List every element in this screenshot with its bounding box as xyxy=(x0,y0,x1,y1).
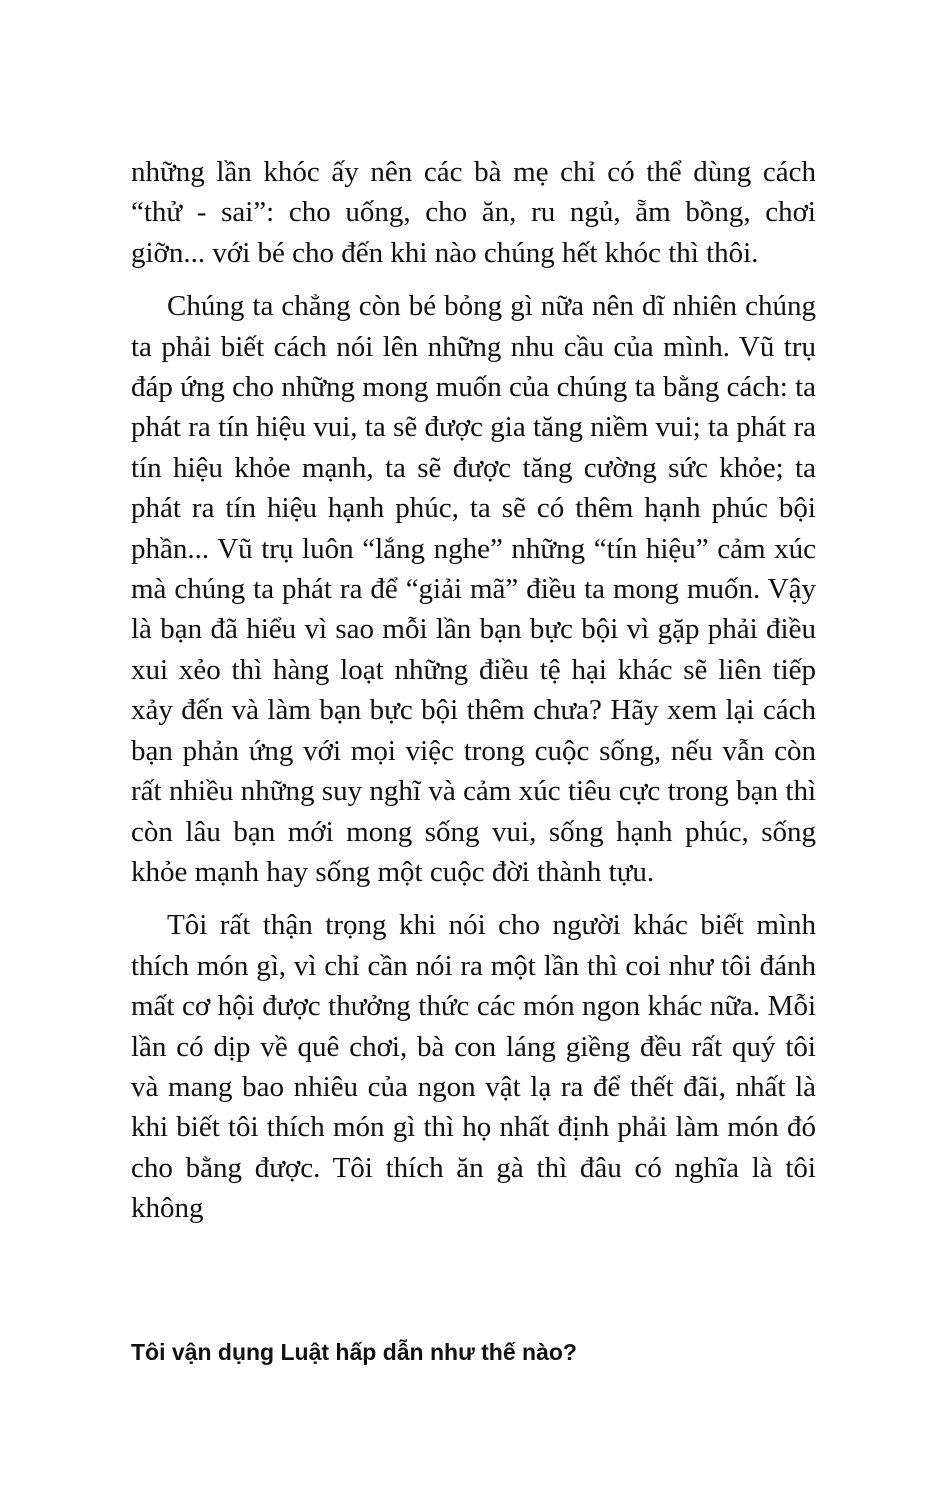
running-footer-title: Tôi vận dụng Luật hấp dẫn như thế nào? xyxy=(131,1339,577,1365)
body-text xyxy=(131,152,816,1229)
paragraph-continued: những lần khóc ấy nên các bà mẹ chỉ có thể dùng cách “thử - sai”: cho uống, cho ăn, ru ngủ, ẵm bồng, chơi giỡn... với bé cho đến khi nào chúng hết khóc thì thôi. xyxy=(131,156,816,269)
paragraph-universe-signals: Chúng ta chẳng còn bé bỏng gì nữa nên dĩ nhiên chúng ta phải biết cách nói lên những nhu cầu của mình. Vũ trụ đáp ứng cho những mong muốn của chúng ta bằng cách: ta phát ra tín hiệu vui, ta sẽ được gia tăng niềm vui; ta phát ra tín hiệu khỏe mạnh, ta sẽ được tăng cường sức khỏe; ta phát ra tín hiệu hạnh phúc, ta sẽ có thêm hạnh phúc bội phần... Vũ trụ luôn “lắng nghe” những “tín hiệu” cảm xúc mà chúng ta phát ra để “giải mã” điều ta mong muốn. Vậy là bạn đã hiểu vì sao mỗi lần bạn bực bội vì gặp phải điều xui xẻo thì hàng loạt những điều tệ hại khác sẽ liên tiếp xảy đến và làm bạn bực bội thêm chưa? Hãy xem lại cách bạn phản ứng với mọi việc trong cuộc sống, nếu vẫn còn rất nhiều những suy nghĩ và cảm xúc tiêu cực trong bạn thì còn lâu bạn mới mong sống vui, sống hạnh phúc, sống khỏe mạnh hay sống một cuộc đời thành tựu. xyxy=(131,290,816,888)
paragraph-favorite-food: Tôi rất thận trọng khi nói cho người khác biết mình thích món gì, vì chỉ cần nói ra một lần thì coi như tôi đánh mất cơ hội được thưởng thức các món ngon khác nữa. Mỗi lần có dịp về quê chơi, bà con láng giềng đều rất quý tôi và mang bao nhiêu của ngon vật lạ ra để thết đãi, nhất là khi biết tôi thích món gì thì họ nhất định phải làm món đó cho bằng được. Tôi thích ăn gà thì đâu có nghĩa là tôi không xyxy=(131,909,816,1225)
